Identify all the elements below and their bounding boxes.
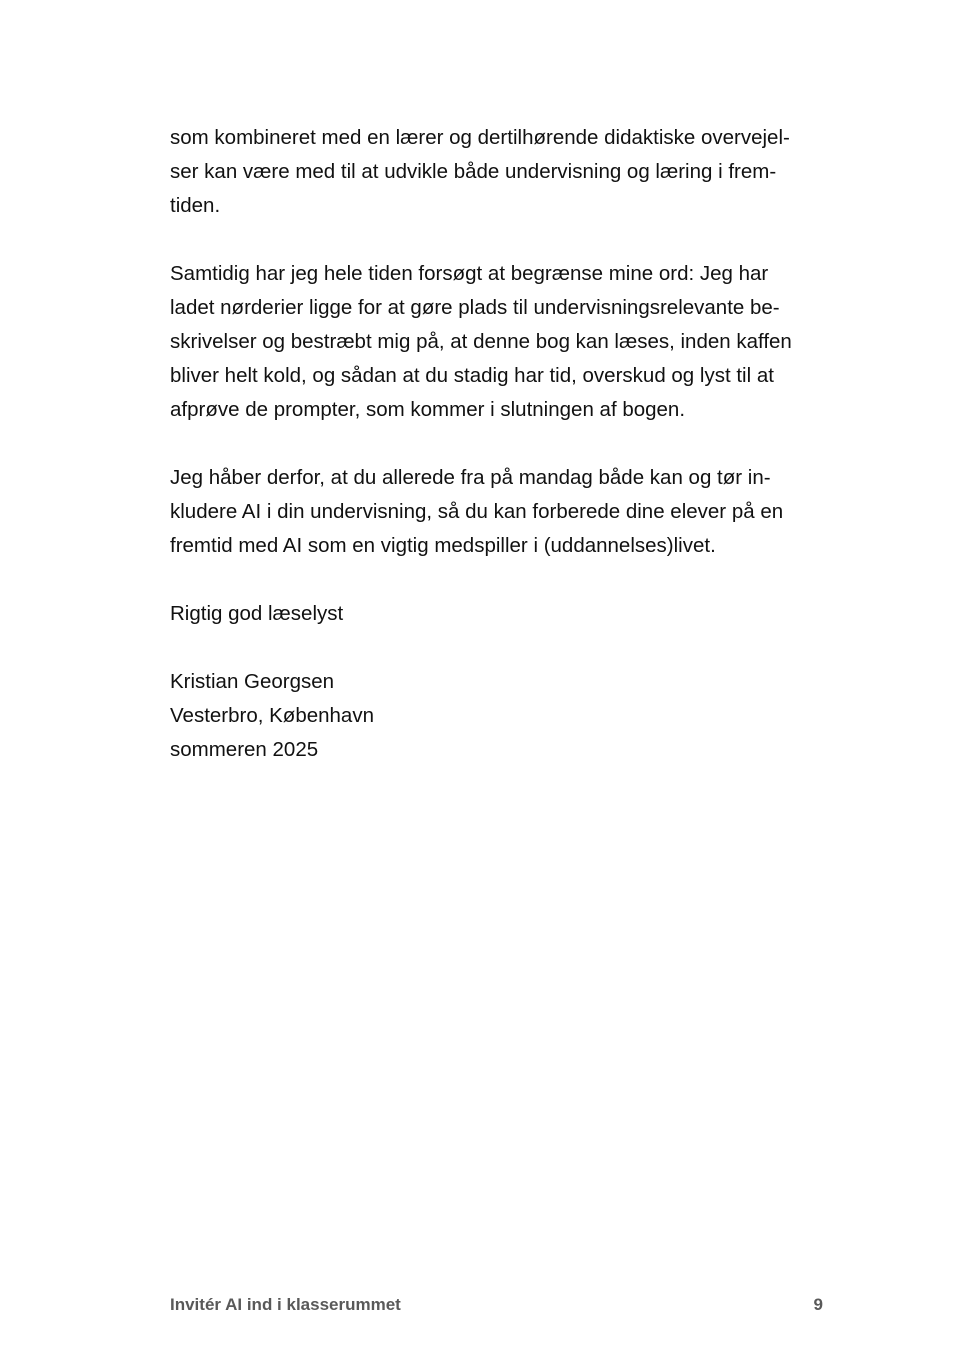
signature-date: sommeren 2025 — [170, 738, 319, 761]
text-line: tiden. — [170, 194, 221, 217]
text-line: Jeg håber derfor, at du allerede fra på mandag både kan og tør in- — [170, 466, 771, 489]
footer-book-title: Invitér AI ind i klasserummet — [170, 1295, 401, 1314]
text-line: bliver helt kold, og sådan at du stadig har tid, overskud og lyst til at — [170, 364, 774, 387]
text-line: skrivelser og bestræbt mig på, at denne bog kan læses, inden kaffen — [170, 330, 792, 353]
paragraph-1 — [170, 121, 830, 223]
text-line: fremtid med AI som en vigtig medspiller i (uddannelses)livet. — [170, 534, 716, 557]
closing-line — [170, 597, 830, 631]
text-line: ladet nørderier ligge for at gøre plads til undervisningsrelevante be- — [170, 296, 780, 319]
page-number: 9 — [813, 1295, 823, 1314]
text-line: kludere AI i din undervisning, så du kan forberede dine elever på en — [170, 500, 784, 523]
text-line: Samtidig har jeg hele tiden forsøgt at begrænse mine ord: Jeg har — [170, 262, 769, 285]
author-name: Kristian Georgsen — [170, 670, 335, 693]
paragraph-2 — [170, 257, 830, 427]
page-footer — [170, 1293, 823, 1317]
text-line: som kombineret med en lærer og dertilhørende didaktiske overvejel- — [170, 126, 790, 149]
signature-block — [170, 665, 830, 767]
text-line: ser kan være med til at udvikle både undervisning og læring i frem- — [170, 160, 777, 183]
text-line: afprøve de prompter, som kommer i slutningen af bogen. — [170, 398, 686, 421]
closing-text: Rigtig god læselyst — [170, 602, 344, 625]
author-place: Vesterbro, København — [170, 704, 374, 727]
paragraph-3 — [170, 461, 830, 563]
page-body — [170, 121, 830, 801]
